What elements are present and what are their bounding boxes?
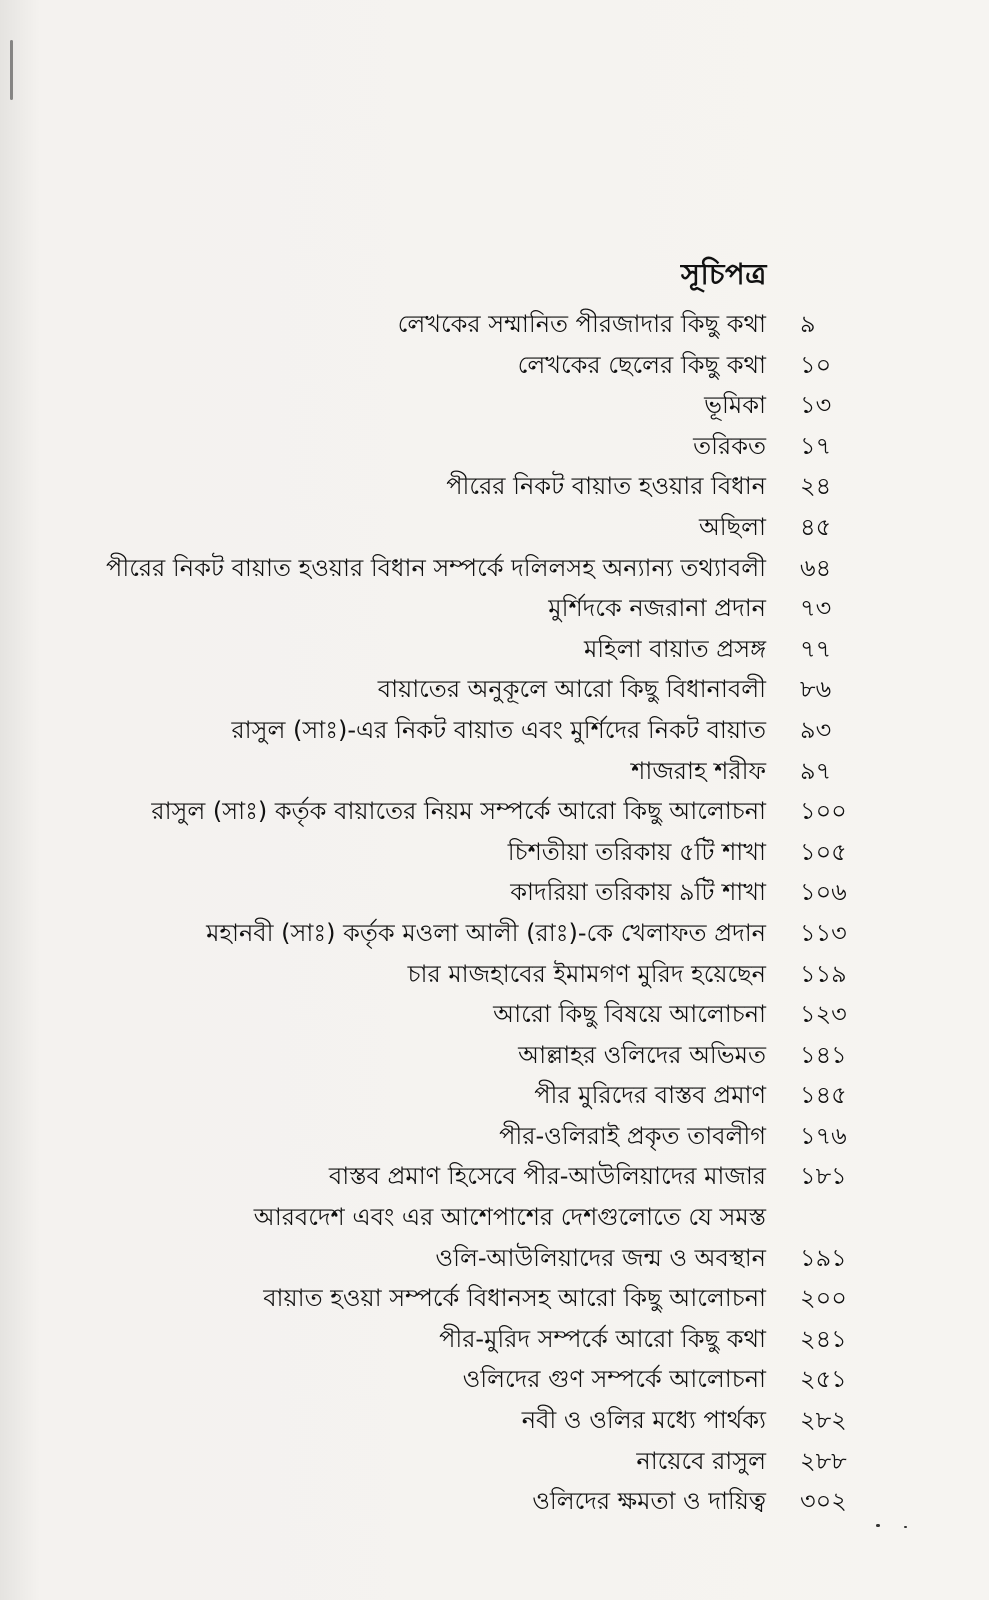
toc-entry [0,426,989,467]
toc-entry-title: লেখকের ছেলের কিছু কথা [517,350,766,379]
toc-entry [0,1319,989,1360]
toc-entry-page-number: ১২৩ [800,1000,847,1029]
toc-entry-page-number: ১৪১ [800,1040,847,1069]
toc-entry-page-number: ২৪১ [800,1324,847,1353]
toc-entry-page-number: ৮৬ [800,675,832,704]
toc-entry-title: বায়াতের অনুকূলে আরো কিছু বিধানাবলী [377,675,766,704]
toc-entry-title: আল্লাহর ওলিদের অভিমত [518,1040,766,1069]
toc-entry [0,913,989,954]
toc-entry-page-number: ২০০ [800,1284,847,1313]
toc-entry [0,1441,989,1482]
toc-entry [0,710,989,751]
toc-entry-title: মহানবী (সাঃ) কর্তৃক মওলা আলী (রাঃ)-কে খেলাফত প্রদান [206,918,766,947]
toc-entry-page-number: ১৩ [800,391,832,420]
toc-entry-page-number: ১১৩ [800,918,847,947]
toc-entry-title: পীর-ওলিরাই প্রকৃত তাবলীগ [499,1121,766,1150]
toc-entry-page-number: ৯৩ [800,715,832,744]
toc-entry-page-number: ৯ [800,310,816,338]
table-of-contents [0,304,989,1522]
toc-entry-page-number: ১০০ [800,797,847,826]
toc-entry [0,832,989,873]
toc-entry [0,751,989,792]
toc-entry-title: অছিলা [698,512,766,541]
toc-entry-title: পীরের নিকট বায়াত হওয়ার বিধান [446,472,766,501]
toc-entry [0,1481,989,1522]
toc-entry-title: নায়েবে রাসুল [636,1446,766,1475]
toc-entry-title: ভূমিকা [704,391,766,420]
toc-entry-page-number: ৯৭ [800,756,832,785]
toc-entry-title: ওলিদের ক্ষমতা ও দায়িত্ব [532,1487,766,1516]
toc-entry-title: মহিলা বায়াত প্রসঙ্গ [583,634,766,663]
toc-entry [0,466,989,507]
toc-entry [0,954,989,995]
toc-entry-page-number: ৭৩ [800,594,832,623]
toc-entry [0,304,989,345]
toc-entry [0,1359,989,1400]
toc-entry-page-number: ১০ [800,350,832,379]
toc-entry-page-number: ১৯১ [800,1243,847,1272]
toc-entry-page-number: ১০৬ [800,878,847,907]
toc-entry [0,1278,989,1319]
toc-entry-page-number: ১০৫ [800,837,847,866]
toc-entry-title: শাজরাহ শরীফ [631,756,766,785]
toc-entry-title: পীর-মুরিদ সম্পর্কে আরো কিছু কথা [439,1324,766,1353]
toc-entry [0,1156,989,1197]
toc-entry-page-number: ১৭৬ [800,1121,847,1150]
toc-entry-title: কাদরিয়া তরিকায় ৯টি শাখা [510,878,766,907]
toc-entry-page-number: ২৫১ [800,1365,847,1394]
toc-entry-title: চিশতীয়া তরিকায় ৫টি শাখা [507,837,766,866]
toc-entry [0,994,989,1035]
toc-entry-page-number: ২৪ [800,472,832,501]
toc-entry [0,345,989,386]
toc-entry-title: বাস্তব প্রমাণ হিসেবে পীর-আউলিয়াদের মাজার [328,1162,766,1191]
toc-entry-page-number: ৬৪ [800,553,832,582]
toc-entry [0,669,989,710]
toc-entry-page-number: ৩০২ [800,1487,847,1516]
ink-speck [876,1524,880,1527]
toc-entry-title: বায়াত হওয়া সম্পর্কে বিধানসহ আরো কিছু আলোচনা [263,1284,766,1313]
toc-entry-page-number: ১৭ [800,431,832,460]
toc-entry-title: মুর্শিদকে নজরানা প্রদান [548,594,766,623]
toc-entry [0,872,989,913]
toc-entry [0,507,989,548]
toc-entry [0,791,989,832]
toc-entry [0,548,989,589]
toc-entry-title: পীর মুরিদের বাস্তব প্রমাণ [534,1081,766,1110]
toc-entry-page-number: ৪৫ [800,512,832,541]
toc-entry-title: লেখকের সম্মানিত পীরজাদার কিছু কথা [397,310,766,338]
toc-entry-title: রাসুল (সাঃ)-এর নিকট বায়াত এবং মুর্শিদের নিকট বায়াত [231,715,766,744]
toc-entry-page-number: ৭৭ [800,634,832,663]
toc-entry [0,1116,989,1157]
page-title: সূচিপত্র [680,257,767,291]
toc-entry [0,1197,989,1238]
toc-entry [0,1075,989,1116]
toc-entry-title: ওলিদের গুণ সম্পর্কে আলোচনা [462,1365,766,1394]
toc-entry [0,629,989,670]
toc-entry [0,1238,989,1279]
toc-entry-title: রাসুল (সাঃ) কর্তৃক বায়াতের নিয়ম সম্পর্কে আরো কিছু আলোচনা [151,797,766,826]
toc-entry-title: ওলি-আউলিয়াদের জন্ম ও অবস্থান [435,1243,766,1272]
toc-entry-title: আরবদেশ এবং এর আশেপাশের দেশগুলোতে যে সমস্ত [253,1203,766,1232]
toc-entry-page-number: ১১৯ [800,959,847,988]
binding-edge [10,40,13,100]
toc-entry-title: তরিকত [693,431,766,460]
toc-entry [0,1035,989,1076]
toc-entry-page-number: ২৮২ [800,1406,847,1435]
toc-entry-title: চার মাজহাবের ইমামগণ মুরিদ হয়েছেন [407,959,766,988]
toc-entry-page-number: ২৮৮ [800,1446,847,1475]
toc-entry-title: নবী ও ওলির মধ্যে পার্থক্য [521,1406,766,1435]
toc-entry [0,1400,989,1441]
toc-entry [0,385,989,426]
ink-speck [904,1526,907,1528]
toc-entry-title: আরো কিছু বিষয়ে আলোচনা [493,1000,766,1029]
toc-entry-page-number: ১৪৫ [800,1081,847,1110]
toc-entry-page-number: ১৮১ [800,1162,847,1191]
toc-entry [0,588,989,629]
toc-entry-title: পীরের নিকট বায়াত হওয়ার বিধান সম্পর্কে দলিলসহ অন্যান্য তথ্যাবলী [106,553,766,582]
